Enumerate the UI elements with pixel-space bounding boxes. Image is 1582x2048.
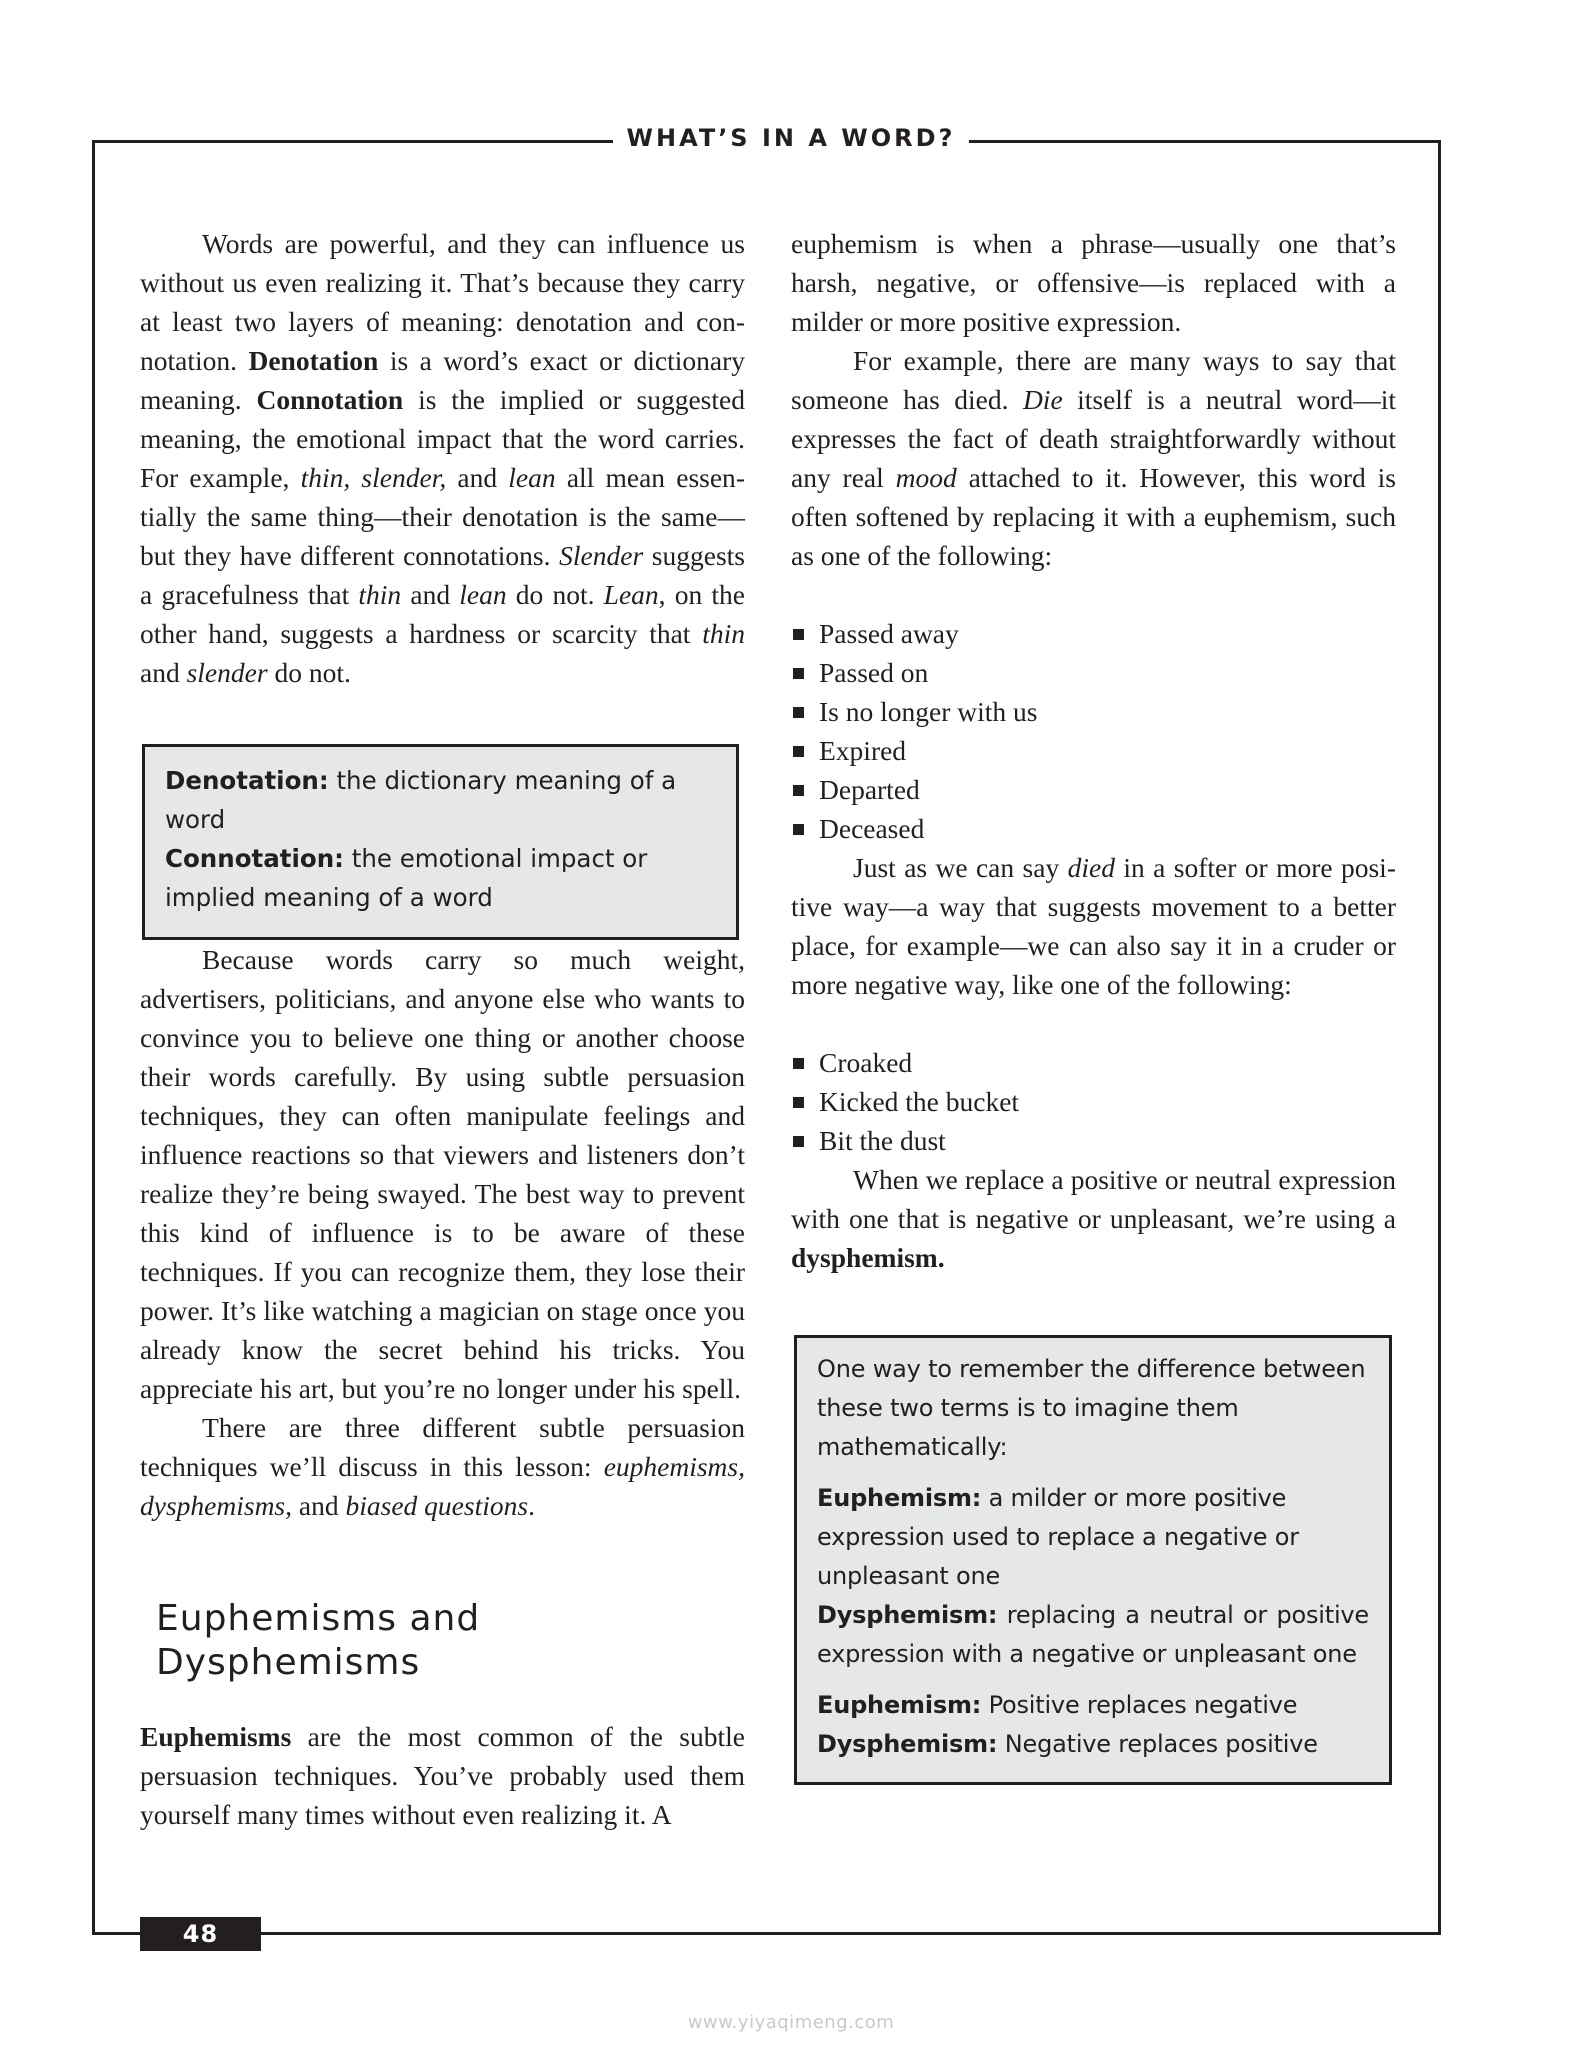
definition-dysphemism: [817, 1596, 1369, 1674]
italic-word: Die: [1022, 384, 1063, 415]
italic-word: slender: [186, 657, 268, 688]
text-run: are the most common of the subtle persuasion techniques. You’ve probably used them yourself many times without even realizing it. A: [140, 1721, 745, 1830]
dysphemism-list: [791, 1043, 1396, 1160]
list-item-text: Departed: [819, 774, 920, 805]
italic-word: thin: [358, 579, 402, 610]
mnemonic-summary: [817, 1686, 1369, 1764]
list-item-text: Expired: [819, 735, 907, 766]
text-run: is the implied or suggested meaning, the emotional impact that the word carries. For example,: [140, 384, 745, 493]
page-header: [0, 122, 1582, 154]
list-item: [791, 731, 1396, 770]
text-run: .: [528, 1490, 535, 1521]
square-bullet-icon: [793, 1136, 804, 1147]
list-item-text: Deceased: [819, 813, 925, 844]
definition-text: the emotional impact or implied meaning of a word: [165, 844, 648, 912]
term-connotation: Connotation: [256, 384, 404, 415]
square-bullet-icon: [793, 824, 804, 835]
list-item: [791, 809, 1396, 848]
definition-denotation: [165, 761, 716, 839]
text-run: There are three different subtle persuasion techniques we’ll discuss in this lesson:: [140, 1412, 745, 1482]
italic-word: mood: [895, 462, 957, 493]
mnemonic-box: [794, 1335, 1392, 1785]
text-run: in a softer or more positive way—a way that suggests movement to a better place, for example—we can also say it in a cruder or more negative way, like one of the following:: [791, 852, 1396, 1000]
list-item: [791, 614, 1396, 653]
list-item-text: Croaked: [819, 1047, 913, 1078]
square-bullet-icon: [793, 1058, 804, 1069]
text-run: all mean essentially the same thing—their denotation is the same—but they have different connotations.: [140, 462, 745, 571]
list-item-text: Passed on: [819, 657, 929, 688]
term-dysphemism: dysphemism.: [791, 1242, 945, 1273]
left-column: [140, 224, 745, 1834]
definition-term: Connotation:: [165, 844, 344, 873]
italic-word: thin, slender,: [300, 462, 447, 493]
term-denotation: Denotation: [248, 345, 379, 376]
definition-term: Euphemism:: [817, 1691, 982, 1719]
euphemism-definition-paragraph: euphemism is when a phrase—usually one that’s harsh, negative, or offensive—is replaced with a milder or more positive expression.: [791, 228, 1396, 337]
italic-word: Slender: [559, 540, 644, 571]
list-item: [791, 1043, 1396, 1082]
list-item-text: Passed away: [819, 618, 959, 649]
list-item: [791, 653, 1396, 692]
techniques-paragraph: [140, 1408, 745, 1525]
text-run: and: [446, 462, 509, 493]
section-heading: Euphemisms and Dysphemisms: [156, 1598, 481, 1683]
text-run: is a word’s exact or dictionary meaning.: [140, 345, 745, 415]
running-head-title: WHAT’S IN A WORD?: [613, 122, 970, 154]
list-item: [791, 1082, 1396, 1121]
heading-spacer: [140, 1685, 745, 1717]
square-bullet-icon: [793, 629, 804, 640]
intro-paragraph: [140, 224, 745, 692]
square-bullet-icon: [793, 1097, 804, 1108]
text-run: suggests a gracefulness that: [140, 540, 745, 610]
text-run: When we replace a positive or neutral expression with one that is negative or unpleasant, we’re using a: [791, 1164, 1396, 1234]
list-item-text: Kicked the bucket: [819, 1086, 1020, 1117]
list-item: [791, 692, 1396, 731]
right-column: [791, 224, 1396, 1785]
definition-term: Dysphemism:: [817, 1601, 998, 1629]
text-run: itself is a neutral word—it expresses the fact of death straightforwardly without any real: [791, 384, 1396, 493]
watermark: www.yiyaqimeng.com: [687, 2012, 895, 2033]
text-run: Just as we can say: [853, 852, 1068, 883]
euphemism-list: [791, 614, 1396, 848]
italic-word: biased questions: [345, 1490, 529, 1521]
euphemisms-paragraph: [140, 1717, 745, 1834]
cruder-way-paragraph: [791, 848, 1396, 1004]
italic-word: lean: [508, 462, 556, 493]
definition-text: replacing a neutral or positive expression with a negative or unpleasant one: [817, 1601, 1369, 1668]
italic-word: euphemisms, dysphemisms,: [140, 1451, 745, 1521]
text-run: and: [292, 1490, 346, 1521]
summary-euphemism: [817, 1686, 1369, 1725]
text-run: do not.: [506, 579, 604, 610]
persuasion-paragraph: Because words carry so much weight, advertisers, politicians, and anyone else who wants to convince you to believe one thing or another choose their words carefully. By using subtle persuasion techniques, they can often manipulate feelings and influence reactions so that viewers and listeners don’t realize they’re being swayed. The best way to prevent this kind of influence is to be aware of these techniques. If you can recognize them, they lose their power. It’s like watching a magician on stage once you already know the secret behind his tricks. You appreciate his art, but you’re no longer under his spell.: [140, 944, 745, 1404]
definition-term: Denotation:: [165, 766, 329, 795]
page-number: 48: [140, 1917, 261, 1951]
square-bullet-icon: [793, 785, 804, 796]
definition-term: Dysphemism:: [817, 1730, 998, 1758]
text-run: attached to it. However, this word is often softened by replacing it with a euphemism, such as one of the following:: [791, 462, 1396, 571]
text-run: and: [401, 579, 460, 610]
definition-text: Positive replaces negative: [981, 1691, 1298, 1719]
definition-term: Euphemism:: [817, 1484, 982, 1512]
definition-connotation: [165, 839, 716, 917]
list-item: [791, 1121, 1396, 1160]
text-run: Words are powerful, and they can influence us without us even realizing it. That’s because they carry at least two layers of meaning: denotation and connotation.: [140, 228, 745, 376]
summary-dysphemism: [817, 1725, 1369, 1764]
square-bullet-icon: [793, 707, 804, 718]
definition-text: Negative replaces positive: [997, 1730, 1318, 1758]
text-run: do not.: [267, 657, 351, 688]
definition-text: the dictionary meaning of a word: [165, 766, 677, 834]
text-run: and: [140, 657, 187, 688]
definition-box: [142, 744, 739, 940]
text-run: For example, there are many ways to say that someone has died.: [791, 345, 1396, 415]
mnemonic-intro: One way to remember the difference between these two terms is to imagine them mathematically:: [817, 1355, 1366, 1461]
list-item: [791, 770, 1396, 809]
definition-euphemism: [817, 1479, 1369, 1596]
italic-word: died: [1067, 852, 1115, 883]
list-item-text: Is no longer with us: [819, 696, 1038, 727]
italic-word: lean: [459, 579, 507, 610]
list-item-text: Bit the dust: [819, 1125, 946, 1156]
definition-text: a milder or more positive expression used to replace a negative or unpleasant one: [817, 1484, 1299, 1590]
square-bullet-icon: [793, 746, 804, 757]
italic-word: thin: [702, 618, 745, 649]
italic-word: Lean: [603, 579, 659, 610]
dysphemism-paragraph: [791, 1160, 1396, 1277]
mnemonic-definitions: [817, 1479, 1369, 1674]
square-bullet-icon: [793, 668, 804, 679]
died-example-paragraph: [791, 341, 1396, 575]
text-run: , on the other hand, suggests a hardness or scarcity that: [140, 579, 745, 649]
term-euphemisms: Euphemisms: [140, 1721, 292, 1752]
